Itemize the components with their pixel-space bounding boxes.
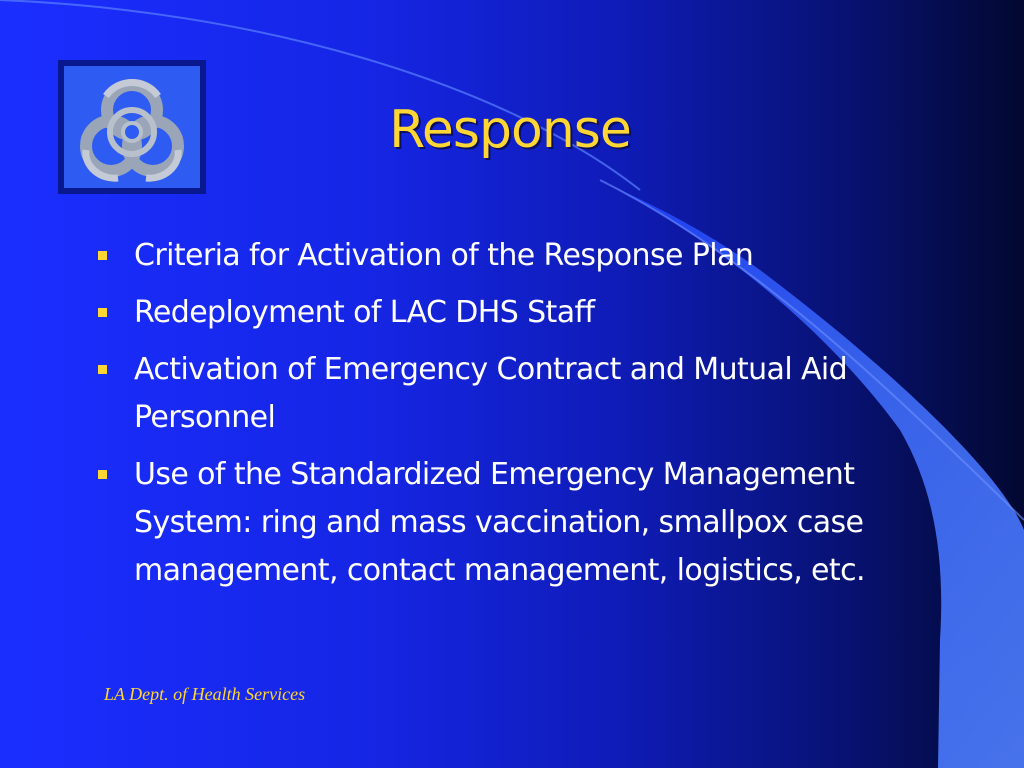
bullet-marker: [98, 365, 107, 374]
bullet-item: [98, 451, 958, 595]
bullet-item: [98, 346, 958, 442]
bullet-item: [98, 232, 958, 280]
logo-panel: [64, 66, 200, 188]
bullet-text: Activation of Emergency Contract and Mutual Aid Personnel: [134, 352, 848, 435]
bullet-list: [98, 232, 958, 604]
bullet-marker: [98, 251, 107, 260]
bullet-marker: [98, 470, 107, 479]
slide-title: Response: [389, 100, 631, 160]
bullet-text: Redeployment of LAC DHS Staff: [134, 295, 595, 330]
bullet-item: [98, 289, 958, 337]
bullet-marker: [98, 308, 107, 317]
bullet-text: Use of the Standardized Emergency Management System: ring and mass vaccination, smallpox case management, contact management, logistics, etc.: [134, 457, 865, 588]
logo-frame: [58, 60, 206, 194]
bullet-text: Criteria for Activation of the Response Plan: [134, 238, 754, 273]
biohazard-icon: [64, 66, 200, 188]
footer-text: LA Dept. of Health Services: [104, 684, 306, 704]
